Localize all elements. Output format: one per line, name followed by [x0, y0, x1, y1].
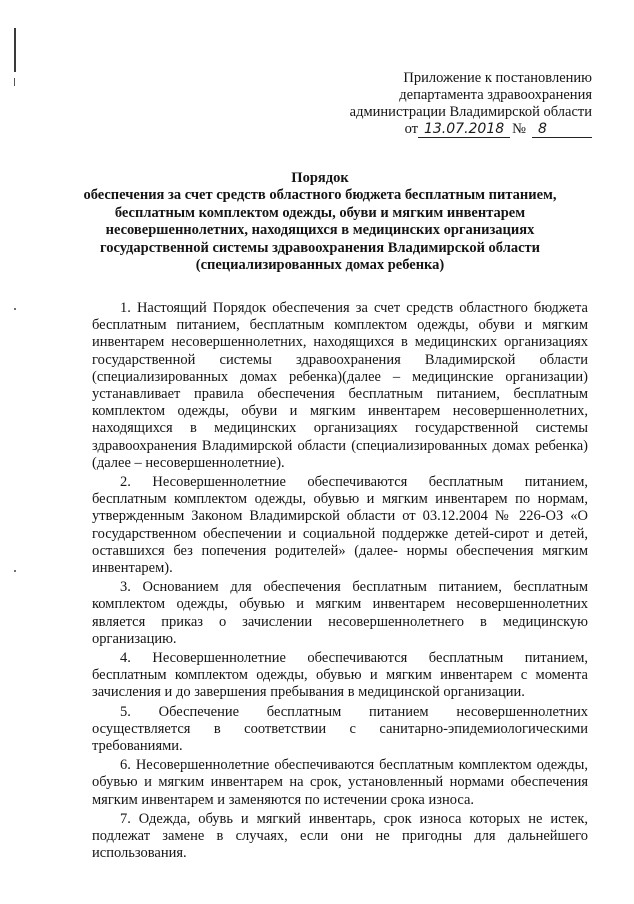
number-prefix: № — [512, 121, 526, 137]
title-line: Порядок — [291, 170, 349, 186]
header-line: администрации Владимирской области — [349, 104, 592, 120]
header-line: департамента здравоохранения — [399, 87, 592, 103]
title-line: государственной системы здравоохранения Владимирской области — [100, 239, 540, 256]
document-title — [50, 170, 590, 274]
margin-binding-mark — [14, 28, 16, 72]
header-line: Приложение к постановлению — [403, 70, 592, 86]
title-line: (специализированных домах ребенка) — [195, 257, 445, 274]
paragraph-4: 4. Несовершеннолетние обеспечиваются бесплатным питанием, бесплатным комплектом одежды, обувью и мягким инвентарем с момента зачисления и до завершения пребывания в медицинской организации. — [92, 650, 588, 701]
paragraph-1: 1. Настоящий Порядок обеспечения за счет средств областного бюджета бесплатным питанием, бесплатным комплектом одежды, обуви и мягким инвентарем несовершеннолетних, находящихся в медицинских организациях государственной системы здравоохранения Владимирской области (специализированных домах ребенка)(далее – медицинские организации) устанавливает правила обеспечения бесплатным питанием, бесплатным комплектом одежды, обуви и мягким инвентарем несовершеннолетних, находящихся в медицинских организациях государственной системы здравоохранения Владимирской области (специализированных домах ребенка)(далее – несовершеннолетние). — [92, 300, 588, 471]
paragraph-6: 6. Несовершеннолетние обеспечиваются бесплатным комплектом одежды, обувью и мягким инвентарем на срок, установленный нормами обеспечения мягким инвентарем и заменяются по истечении срока износа. — [92, 757, 588, 808]
margin-binding-mark — [14, 78, 15, 86]
paragraph-7: 7. Одежда, обувь и мягкий инвентарь, срок износа которых не истек, подлежат замене в случаях, если они не пригодны для дальнейшего использования. — [92, 810, 588, 862]
handwritten-date: 13.07.2018 — [418, 122, 510, 138]
scan-speck — [14, 308, 16, 310]
date-prefix: от — [404, 121, 418, 137]
paragraph-3: 3. Основанием для обеспечения бесплатным питанием, бесплатным комплектом одежды, обувью и мягким инвентарем несовершеннолетних является приказ о зачислении несовершеннолетнего в медицинскую организацию. — [92, 579, 588, 647]
title-line: несовершеннолетних, находящихся в медицинских организациях — [105, 222, 535, 239]
handwritten-number: 8 — [532, 122, 592, 138]
paragraph-5: 5. Обеспечение бесплатным питанием несовершеннолетних осуществляется в соответствии с санитарно-эпидемиологическими требованиями. — [92, 703, 588, 755]
paragraph-2: 2. Несовершеннолетние обеспечиваются бесплатным питанием, бесплатным комплектом одежды, обувью и мягким инвентарем по нормам, утвержденным Законом Владимирской области от 03.12.2004 № 226-ОЗ «О государственном обеспечении и социальной поддержке детей-сирот и детей, оставшихся без попечения родителей» (далее- нормы обеспечения мягким инвентарем). — [92, 474, 588, 577]
scan-speck — [14, 570, 16, 572]
title-line: бесплатным комплектом одежды, обуви и мягким инвентарем — [114, 204, 526, 221]
date-number-line — [350, 121, 592, 138]
document-body — [92, 300, 588, 865]
title-line: обеспечения за счет средств областного бюджета бесплатным питанием, — [83, 187, 557, 204]
appendix-header — [350, 70, 592, 138]
